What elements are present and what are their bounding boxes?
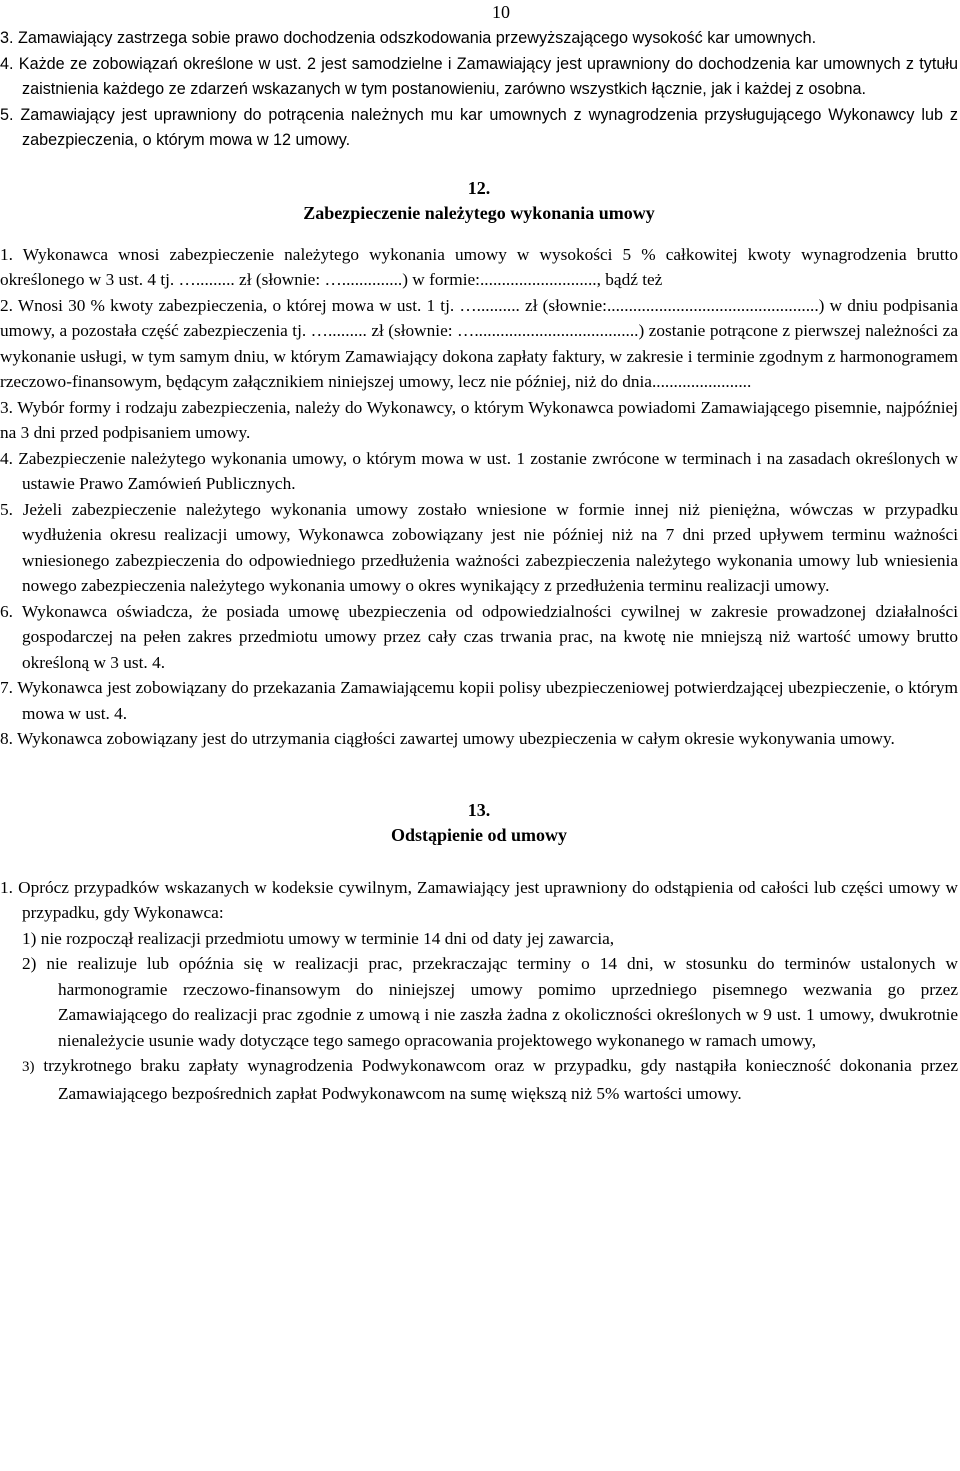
paragraph-penalty-4: 4. Każde ze zobowiązań określone w ust. 2 jest samodzielne i Zamawiający jest uprawniony do dochodzenia kar umownych z tytułu zaistnienia każdego ze zdarzeń wskazanych w tym postanowieniu, zarówno wszystkich łącznie, jak i każdej z osobna. <box>0 54 958 98</box>
paragraph-penalty-3: 3. Zamawiający zastrzega sobie prawo dochodzenia odszkodowania przewyższającego wysokość kar umownych. <box>0 29 817 47</box>
section-13-item-3-number: 3) <box>22 1059 35 1075</box>
section-12-paragraph-5: 5. Jeżeli zabezpieczenie należytego wykonania umowy zostało wniesione w formie innej niż pieniężna, wówczas w przypadku wydłużenia okresu realizacji umowy, Wykonawca zobowiązany jest nie później niż na 7 dni przed upływem terminu ważności wniesionego zabezpieczenia do odpowiedniego przedłużenia ważności zabezpieczenia należytego wykonania umowy lub wniesienia nowego zabezpieczenia należytego wykonania umowy o okres wynikający z przedłużenia terminu realizacji umowy. <box>0 499 958 595</box>
paragraph-penalty-5: 5. Zamawiający jest uprawniony do potrącenia należnych mu kar umownych z wynagrodzenia przysługującego Wykonawcy lub z zabezpieczenia, o którym mowa w 12 umowy. <box>0 105 958 149</box>
section-12-paragraph-1: 1. Wykonawca wnosi zabezpieczenie należytego wykonania umowy w wysokości 5 % całkowitej kwoty wynagrodzenia brutto określonego w 3 ust. 4 tj. …......... zł (słownie: …..............) w formie:..........................., bądź też <box>0 244 958 289</box>
section-12-paragraph-7: 7. Wykonawca jest zobowiązany do przekazania Zamawiającemu kopii polisy ubezpieczeniowej potwierdzającej ubezpieczenie, o którym mowa w ust. 4. <box>0 678 958 723</box>
section-13-item-3 <box>0 1053 958 1106</box>
section-12-paragraph-4: 4. Zabezpieczenie należytego wykonania umowy, o którym mowa w ust. 1 zostanie zwrócone w terminach i na zasadach określonych w ustawie Prawo Zamówień Publicznych. <box>0 448 958 493</box>
section-12-paragraph-8: 8. Wykonawca zobowiązany jest do utrzymania ciągłości zawartej umowy ubezpieczenia w całym okresie wykonywania umowy. <box>0 729 895 748</box>
section-13-item-1: 1) nie rozpoczął realizacji przedmiotu umowy w terminie 14 dni od daty jej zawarcia, <box>22 928 615 948</box>
section-12-paragraph-6: 6. Wykonawca oświadcza, że posiada umowę ubezpieczenia od odpowiedzialności cywilnej w zakresie prowadzonej działalności gospodarczej na pełen zakres przedmiotu umowy przez cały czas trwania prac, na kwotę nie mniejszą niż wartość umowy brutto określoną w 3 ust. 4. <box>0 601 958 672</box>
section-12-paragraph-2: 2. Wnosi 30 % kwoty zabezpieczenia, o której mowa w ust. 1 tj. ….......... zł (słownie:.................................................) w dniu podpisania umowy, a pozostała część zabezpieczenia tj. …......... zł (słownie: …......................................) zostanie potrącone z pierwszej należności za wykonanie usługi, w tym samym dniu, w którym Zamawiający dokona zapłaty faktury, w zakresie i terminie zgodnym z harmonogramem rzeczowo-finansowym, będącym załącznikiem niniejszej umowy, lecz nie później, niż do dnia....................... <box>0 295 958 391</box>
section-12-title: Zabezpieczenie należytego wykonania umowy <box>303 203 655 223</box>
section-13-item-3-text: trzykrotnego braku zapłaty wynagrodzenia Podwykonawcom oraz w przypadku, gdy nastąpiła konieczność dokonania przez Zamawiającego bezpośrednich zapłat Podwykonawcom na sumę większą niż 5% wartości umowy. <box>43 1056 958 1103</box>
section-13-paragraph-1: 1. Oprócz przypadków wskazanych w kodeksie cywilnym, Zamawiający jest uprawniony do odstąpienia od całości lub części umowy w przypadku, gdy Wykonawca: <box>0 877 958 922</box>
section-12-paragraph-3: 3. Wybór formy i rodzaju zabezpieczenia, należy do Wykonawcy, o którym Wykonawca powiadomi Zamawiającego pisemnie, najpóźniej na 3 dni przed podpisaniem umowy. <box>0 397 958 442</box>
section-13-item-2: 2) nie realizuje lub opóźnia się w realizacji prac, przekraczając terminy o 14 dni, w stosunku do terminów ustalonych w harmonogramie rzeczowo-finansowym do niniejszej umowy pomimo uprzedniego pisemnego wezwania go przez Zamawiającego do realizacji prac zgodnie z umową i nie zaszła żadna z okoliczności określonych w 9 ust. 1 umowy, dwukrotnie nienależycie usunie wady dotyczące tego samego opracowania projektowego wykonanego w ramach umowy, <box>22 954 958 1050</box>
section-13-number: 13. <box>467 799 491 820</box>
section-12-number: 12. <box>467 177 491 198</box>
page-content <box>0 26 958 1106</box>
section-13-title: Odstąpienie od umowy <box>390 825 568 845</box>
page-number: 10 <box>492 2 510 22</box>
